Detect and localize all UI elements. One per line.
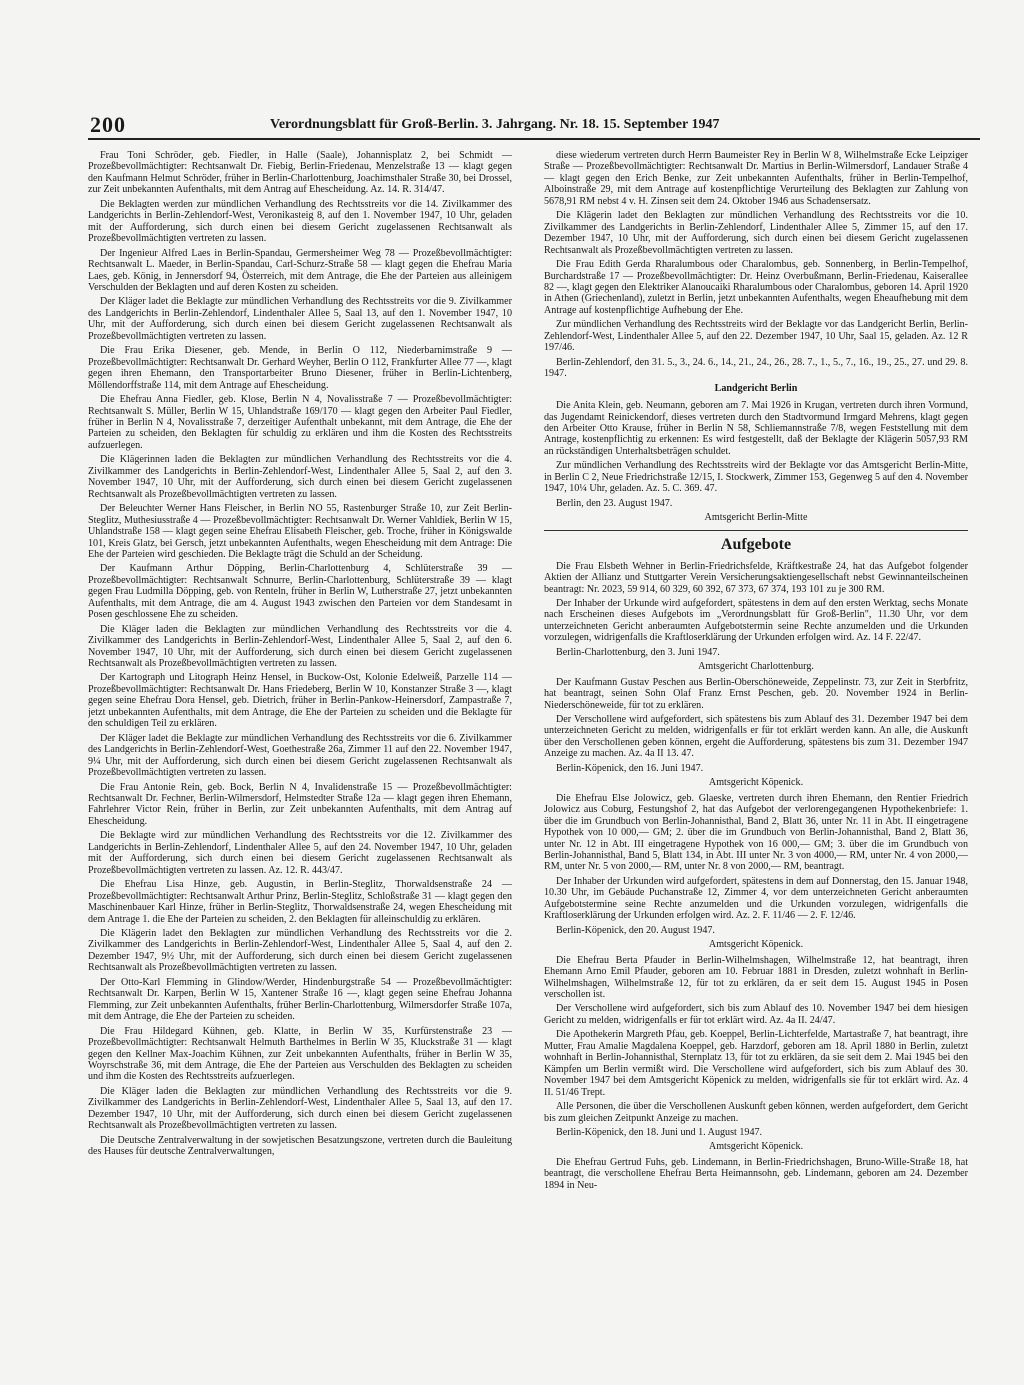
paragraph: Die Beklagten werden zur mündlichen Verhandlung des Rechtsstreits vor die 14. Zivilkammer des Landgerichts in Berlin-Zehlendorf-West, Veronikasteig 8, auf den 1. November 1947, 10 Uhr, geladen mit der Aufforderung, sich durch einen bei diesem Gericht zugelassenen Rechtsanwalt als Prozeßbevollmächtigten vertreten zu lassen. <box>88 198 512 245</box>
paragraph: Die Klägerin ladet den Beklagten zur mündlichen Verhandlung des Rechtsstreits vor die 2. Zivilkammer des Landgerichts in Berlin-Zehlendorf-West, Lindenthaler Allee 5, Saal 4, auf den 2. Dezember 1947, 9½ Uhr, mit der Aufforderung, sich durch einen bei diesem Gericht zugelassenen Rechtsanwalt als Prozeßbevollmächtigten vertreten zu lassen. <box>88 928 512 974</box>
paragraph: Die Frau Erika Diesener, geb. Mende, in Berlin O 112, Niederbarnimstraße 9 — Prozeßbevollmächtigter: Rechtsanwalt Dr. Gerhard Weyher, Berlin O 112, Frankfurter Allee 77 —, klagt gegen ihren Ehemann, den Transportarbeiter Bruno Diesener, früher in Berlin-Lichtenberg, Möllendorffstraße 114, mit dem Antrage auf Ehescheidung. <box>88 345 512 391</box>
place-date-line: Berlin-Charlottenburg, den 3. Juni 1947. <box>556 646 720 658</box>
paragraph: Der Kaufmann Arthur Döpping, Berlin-Charlottenburg 4, Schlüterstraße 39 — Prozeßbevollmächtigter: Rechtsanwalt Schnurre, Berlin-Charlottenburg, Schlüterstraße 39 — klagt gegen Frau Ludmilla Döpping, geb. von Renteln, früher in Berlin W, Lutherstraße 27, jetzt unbekannten Aufenthalts, mit dem Antrage, die am 4. August 1943 zwischen den Parteien vor dem Standesamt in Posen geschlossene Ehe zu scheiden. <box>88 563 512 621</box>
paragraph: Der Kläger ladet die Beklagte zur mündlichen Verhandlung des Rechtsstreits vor die 6. Zivilkammer des Landgerichts in Berlin-Zehlendorf-West, Goethestraße 26a, Zimmer 11 auf den 22. November 1947, 9¼ Uhr, mit der Aufforderung, sich durch einen bei diesem Gericht zugelassenen Rechtsanwalt als Prozeßbevollmächtigten vertreten zu lassen. <box>88 732 512 779</box>
paragraph: Die Kläger laden die Beklagten zur mündlichen Verhandlung des Rechtsstreits vor die 9. Zivilkammer des Landgerichts in Berlin-Zehlendorf-West, Lindenthaler Allee 5, Saal 13, auf den 17. Dezember 1947, 10 Uhr, mit der Aufforderung, sich durch einen bei diesem Gericht zugelassenen Rechtsanwalt als Prozeßbevollmächtigten vertreten zu lassen. <box>88 1085 512 1132</box>
paragraph: Die Frau Hildegard Kühnen, geb. Klatte, in Berlin W 35, Kurfürstenstraße 23 — Prozeßbevollmächtigter: Rechtsanwalt Helmuth Barthelmes in Berlin W 35, Kluckstraße 31 — klagt gegen den Kellner Max-Joachim Kühnen, zur Zeit unbekannten Aufenthalts, früher in Berlin W 35, Woyrschstraße 36, mit dem Antrage, die Ehe der Parteien aus Verschulden des Beklagten zu scheiden und ihm die Kosten des Rechtsstreits aufzuerlegen. <box>88 1025 512 1083</box>
paragraph: Die Ehefrau Lisa Hinze, geb. Augustin, in Berlin-Steglitz, Thorwaldsenstraße 24 — Prozeßbevollmächtigter: Rechtsanwalt Arthur Prinz, Berlin-Steglitz, Schloßstraße 31 — klagt gegen den Maschinenbauer Karl Hinze, früher in Berlin-Steglitz, Thorwaldsenstraße 24, wegen Ehescheidung mit dem Antrage 1. die Ehe der Parteien zu scheiden, 2. den Beklagten für alleinschuldig zu erklären. <box>88 879 512 925</box>
paragraph: Alle Personen, die über die Verschollenen Auskunft geben können, werden aufgefordert, dem Gericht bis zum gleichen Zeitpunkt Anzeige zu machen. <box>544 1101 968 1124</box>
paragraph: Die Frau Edith Gerda Rharalumbous oder Charalombus, geb. Sonnenberg, in Berlin-Tempelhof, Burchardstraße 17 — Prozeßbevollmächtigter: Dr. Heinz Overbußmann, Berlin-Friedenau, Kaiserallee 82 —, klagt gegen den Elektriker Alanoucaiki Rharalumbous oder Charalombus, geboren 14. April 1920 in Athen (Griechenland), zuletzt in Berlin, jetzt unbekannten Aufenthalts, wegen Eheaufhebung mit dem Antrage auf kostenpflichtige Aufhebung der Ehe. <box>544 259 968 316</box>
paragraph: Der Inhaber der Urkunden wird aufgefordert, spätestens in dem auf Donnerstag, den 15. Januar 1948, 10.30 Uhr, im Gebäude Puchanstraße 12, Zimmer 4, vor dem unterzeichneten Gericht anberaumten Aufgebotstermine seine Rechte anzumelden und die Urkunden vorzulegen, widrigenfalls die Kraftloserklärung der Urkunden erfolgen wird. Az. 2. F. 11/46 — 2. F. 12/46. <box>544 875 968 922</box>
paragraph: Die Klägerin ladet den Beklagten zur mündlichen Verhandlung des Rechtsstreits vor die 10. Zivilkammer des Landgerichts in Berlin-Zehlendorf, Lindenthaler Allee 5, Zimmer 15, auf den 17. Dezember 1947, 10 Uhr, mit der Aufforderung, sich durch einen bei diesem Gericht zugelassenen Rechtsanwalt als Prozeßbevollmächtigten vertreten zu lassen. <box>544 210 968 256</box>
page-header <box>88 112 980 140</box>
paragraph: Die Deutsche Zentralverwaltung in der sowjetischen Besatzungszone, vertreten durch die Bauleitung des Hauses für deutsche Zentralverwaltungen, <box>88 1134 512 1158</box>
paragraph: Zur mündlichen Verhandlung des Rechtsstreits wird der Beklagte vor das Amtsgericht Berlin-Mitte, in Berlin C 2, Neue Friedrichstraße 12/15, I. Stockwerk, Zimmer 153, Gegenweg 5 auf den 4. November 1947, 10¼ Uhr, geladen. Az. 5. C. 369. 47. <box>544 460 968 495</box>
court-signature: Amtsgericht Berlin-Mitte <box>704 512 808 524</box>
section-heading: Aufgebote <box>544 530 968 555</box>
paragraph: Der Kaufmann Gustav Peschen aus Berlin-Oberschöneweide, Zeppelinstr. 73, zur Zeit in Sterbfritz, hat beantragt, seinen Sohn Olaf Franz Ernst Peschen, geb. 20. November 1924 in Berlin-Niederschöneweide, für tot zu erklären. <box>544 676 968 711</box>
paragraph: Die Anita Klein, geb. Neumann, geboren am 7. Mai 1926 in Krugan, vertreten durch ihren Vormund, das Jugendamt Reinickendorf, dieses vertreten durch den Stadtvormund Irmgard Mehrens, klagt gegen den Arbeiter Otto Krause, früher in Berlin N 58, Schliemannstraße 7/8, wegen Feststellung mit dem Antrage, kostenpflichtig zu erkennen: Es wird festgestellt, daß der Beklagte der Klägerin 5057,93 RM an rückständigen Unterhaltsbeträgen schuldet. <box>544 400 968 457</box>
paragraph: Der Verschollene wird aufgefordert, sich spätestens bis zum Ablauf des 31. Dezember 1947 bei dem unterzeichneten Gericht zu melden, widrigenfalls er für tot erklärt werden kann. An alle, die Auskunft über den Verschollenen geben können, ergeht die Aufforderung, spätestens bis zum 31. Dezember 1947 Anzeige zu machen. Az. 4a II 13. 47. <box>544 714 968 760</box>
place-date-line: Berlin-Zehlendorf, den 31. 5., 3., 24. 6., 14., 21., 24., 26., 28. 7., 1., 5., 7., 16., 19., 25., 27. und 29. 8. 1947. <box>544 356 968 380</box>
running-title: Verordnungsblatt für Groß-Berlin. 3. Jahrgang. Nr. 18. 15. September 1947 <box>270 117 720 132</box>
paragraph: diese wiederum vertreten durch Herrn Baumeister Rey in Berlin W 8, Wilhelmstraße Ecke Leipziger Straße — Prozeßbevollmächtigter: Rechtsanwalt Dr. Martius in Berlin-Wilmersdorf, Landauer Straße 4 — klagt gegen den Erich Benke, zur Zeit unbekannten Aufenthalts, früher in Berlin-Tempelhof, Alboinstraße 29, mit dem Antrage auf kostenpflichtige Verurteilung des Beklagten zur Zahlung von 5678,91 RM nebst 4 v. H. Zinsen seit dem 24. Oktober 1946 aus Schadensersatz. <box>544 150 968 207</box>
court-signature: Amtsgericht Charlottenburg. <box>698 661 814 673</box>
paragraph: Die Apothekerin Margreth Pfau, geb. Koeppel, Berlin-Lichterfelde, Martastraße 7, hat beantragt, ihre Mutter, Frau Amalie Magdalena Koeppel, geb. Harzdorf, geboren am 18. April 1880 in Berlin, zuletzt wohnhaft in Berlin-Johannisthal, Sternplatz 13, für tot zu erklären, da sie seit dem 2. Mai 1945 bei den Kämpfen um Berlin vermißt wird. Die Verschollene wird aufgefordert, sich bis zum Ablauf des 30. November 1947 bei dem Amtsgericht Köpenick zu melden, widrigenfalls sie für tot erklärt wird. Az. 4 II. 51/46 Trept. <box>544 1029 968 1098</box>
paragraph: Die Frau Antonie Rein, geb. Bock, Berlin N 4, Invalidenstraße 15 — Prozeßbevollmächtigter: Rechtsanwalt Dr. Fechner, Berlin-Wilmersdorf, Helmstedter Straße 12a — klagt gegen ihren Ehemann, Fahrlehrer Victor Rein, früher in Berlin, zur Zeit unbekannten Aufenthalts, mit dem Antrag auf Ehescheidung. <box>88 781 512 827</box>
place-date-line: Berlin-Köpenick, den 18. Juni und 1. August 1947. <box>556 1126 763 1138</box>
paragraph: Der Inhaber der Urkunde wird aufgefordert, spätestens in dem auf den ersten Werktag, sechs Monate nach Erscheinen dieses Aufgebots im „Verordnungsblatt für Groß-Berlin", 11.30 Uhr, vor dem unterzeichneten Gericht anberaumten Aufgebotstermin seine Rechte anzumelden und die Urkunden vorzulegen, widrigenfalls die Kraftloserklärung der Urkunden erfolgen wird. Az. 14 F. 22/47. <box>544 597 968 644</box>
paragraph: Die Ehefrau Else Jolowicz, geb. Glaeske, vertreten durch ihren Ehemann, den Rentier Friedrich Jolowicz aus Coburg, Festungshof 2, hat das Aufgebot der verlorengegangenen Hypothekenbriefe: 1. über die im Grundbuch von Berlin-Johannisthal, Band 2, Blatt 36, unter Nr. 11 in Abt. II eingetragene Hypothek von 10 000,— GM; 2. über die im Grundbuch von Berlin-Johannisthal, Band 2, Blatt 36, unter Nr. 12 in Abt. III eingetragene Hypothek von 16 000,— GM; 3. über die im Grundbuch von Berlin-Johannisthal, Band 5, Blatt 134, in Abt. III unter Nr. 3 von 4000,— RM, unter Nr. 4 von 2000,— RM, unter Nr. 5 von 2000,— RM, unter Nr. 8 von 2000,— RM, beantragt. <box>544 792 968 873</box>
paragraph: Die Ehefrau Gertrud Fuhs, geb. Lindemann, in Berlin-Friedrichshagen, Bruno-Wille-Straße 18, hat beantragt, die verschollene Ehefrau Berta Heimannsohn, geb. Lindemann, geboren am 24. Dezember 1894 in Neu- <box>544 1156 968 1191</box>
paragraph: Der Otto-Karl Flemming in Glindow/Werder, Hindenburgstraße 54 — Prozeßbevollmächtigter: Rechtsanwalt Dr. Karpen, Berlin W 15, Xantener Straße 16 —, klagt gegen seine Ehefrau Johanna Flemming, zur Zeit unbekannten Aufenthalts, früher Berlin-Charlottenburg, Wilmersdorfer Straße 107a, mit dem Antrage, die Ehe der Parteien zu scheiden. <box>88 976 512 1023</box>
paragraph: Frau Toni Schröder, geb. Fiedler, in Halle (Saale), Johannisplatz 2, bei Schmidt — Prozeßbevollmächtigter: Rechtsanwalt Dr. Fiebig, Berlin-Friedenau, Menzelstraße 13 — klagt gegen den Kaufmann Helmut Schröder, früher in Berlin-Charlottenburg, Joachimsthaler Straße 30, bei Drossel, zur Zeit unbekannten Aufenthalts, mit dem Antrag auf Ehescheidung. Az. 14. R. 314/47. <box>88 150 512 196</box>
paragraph: Zur mündlichen Verhandlung des Rechtsstreits wird der Beklagte vor das Landgericht Berlin, Berlin-Zehlendorf-West, Lindenthaler Allee 5, auf den 22. Dezember 1947, 10 Uhr, Saal 15, geladen. Az. 12 R 197/46. <box>544 319 968 354</box>
paragraph: Die Ehefrau Anna Fiedler, geb. Klose, Berlin N 4, Novalisstraße 7 — Prozeßbevollmächtigter: Rechtsanwalt S. Müller, Berlin W 15, Uhlandstraße 169/170 — klagt gegen den Arbeiter Paul Fiedler, früher in Berlin N 4, Novalisstraße 7, derzeitiger Aufenthalt unbekannt, mit dem Antrage, die Ehe der Parteien zu scheiden, den Beklagten für schuldig zu erklären und ihm die Kosten des Rechtsstreits aufzuerlegen. <box>88 394 512 451</box>
paragraph: Der Beleuchter Werner Hans Fleischer, in Berlin NO 55, Rastenburger Straße 10, zur Zeit Berlin-Steglitz, Muthesiusstraße 4 — Prozeßbevollmächtigter: Rechtsanwalt Dr. Werner Vahldiek, Berlin W 15, Uhlandstraße 158 — klagt gegen seine Ehefrau Elisabeth Fleischer, geb. Troche, früher in Königswalde 101, Kreis Glatz, bei Gersch, jetzt unbekannten Aufenthalts, wegen Ehescheidung mit dem Antrage: Die Ehe der Parteien wird geschieden. Die Beklagte trägt die Schuld an der Scheidung. <box>88 503 512 560</box>
place-date-line: Berlin-Köpenick, den 16. Juni 1947. <box>556 762 704 774</box>
place-date-line: Berlin, den 23. August 1947. <box>556 497 673 509</box>
place-date-line: Berlin-Köpenick, den 20. August 1947. <box>556 924 715 936</box>
paragraph: Der Kläger ladet die Beklagte zur mündlichen Verhandlung des Rechtsstreits vor die 9. Zivilkammer des Landgerichts in Berlin-Zehlendorf, Lindenthaler Allee 5, Saal 13, auf den 1. November 1947, 10 Uhr, mit der Aufforderung, sich durch einen bei diesem Gericht zugelassenen Rechtsanwalt als Prozeßbevollmächtigten vertreten zu lassen. <box>88 296 512 342</box>
page-number: 200 <box>90 112 126 137</box>
court-signature: Amtsgericht Köpenick. <box>708 1141 804 1153</box>
paragraph: Die Beklagte wird zur mündlichen Verhandlung des Rechtsstreits vor die 12. Zivilkammer des Landgerichts in Berlin-Zehlendorf, Lindenthaler Allee 5, auf den 24. November 1947, 10 Uhr, geladen mit der Aufforderung, sich durch einen bei diesem Gericht zugelassenen Rechtsanwalt als Prozeßbevollmächtigten vertreten zu lassen. Az. 12. R. 443/47. <box>88 830 512 876</box>
paragraph: Die Ehefrau Berta Pfauder in Berlin-Wilhelmshagen, Wilhelmstraße 12, hat beantragt, ihren Ehemann Arno Emil Pfauder, geboren am 10. Februar 1881 in Dresden, zuletzt wohnhaft in Berlin-Wilhelmshagen, Wilhelmstraße 12, für tot zu erklären, da er seit dem 15. August 1945 in Posen verschollen ist. <box>544 954 968 1000</box>
court-signature: Amtsgericht Köpenick. <box>708 777 804 789</box>
court-signature: Amtsgericht Köpenick. <box>708 939 804 951</box>
court-signature: Landgericht Berlin <box>714 382 798 394</box>
paragraph: Der Ingenieur Alfred Laes in Berlin-Spandau, Germersheimer Weg 78 — Prozeßbevollmächtigter: Rechtsanwalt L. Maeder, in Berlin-Spandau, Carl-Schurz-Straße 58 — klagt gegen die Ehefrau Maria Laes, geb. König, in Jennersdorf 94, Österreich, mit dem Antrage, die Ehe der Parteien aus alleinigem Verschulden der Beklagten und auf deren Kosten zu scheiden. <box>88 247 512 293</box>
paragraph: Die Frau Elsbeth Wehner in Berlin-Friedrichsfelde, Kräftkestraße 24, hat das Aufgebot folgender Aktien der Allianz und Stuttgarter Verein Versicherungsaktiengesellschaft nebst Gewinnanteilscheinen beantragt: Nr. 2023, 59 914, 60 329, 60 392, 67 373, 67 374, 193 101 zu je 300 RM. <box>544 560 968 595</box>
paragraph: Der Kartograph und Litograph Heinz Hensel, in Buckow-Ost, Kolonie Edelweiß, Parzelle 114 — Prozeßbevollmächtigter: Rechtsanwalt Dr. Hans Friedeberg, Berlin W 10, Konstanzer Straße 3 —, klagt gegen seine Ehefrau Dora Hensel, geb. Dietrich, früher in Berlin-Pankow-Heinersdorf, Zampastraße 7, jetzt unbekannten Aufenthalts, mit dem Antrage, die Ehe der Parteien zu scheiden und die Beklagte für den schuldigen Teil zu erklären. <box>88 672 512 730</box>
right-column <box>544 150 968 1375</box>
paragraph: Die Kläger laden die Beklagten zur mündlichen Verhandlung des Rechtsstreits vor die 4. Zivilkammer des Landgerichts in Berlin-Zehlendorf-West, Lindenthaler Allee 5, Saal 2, auf den 6. November 1947, 10 Uhr, mit der Aufforderung, sich durch einen bei diesem Gericht zugelassenen Rechtsanwalt als Prozeßbevollmächtigten vertreten zu lassen. <box>88 623 512 670</box>
left-column <box>88 150 512 1375</box>
paragraph: Die Klägerinnen laden die Beklagten zur mündlichen Verhandlung des Rechtsstreits vor die 4. Zivilkammer des Landgerichts in Berlin-Zehlendorf-West, Lindenthaler Allee 5, Saal 2, auf den 3. November 1947, 10 Uhr, mit der Aufforderung, sich durch einen bei diesem Gericht zugelassenen Rechtsanwalt als Prozeßbevollmächtigten vertreten zu lassen. <box>88 454 512 500</box>
paragraph: Der Verschollene wird aufgefordert, sich bis zum Ablauf des 10. November 1947 bei dem hiesigen Gericht zu melden, widrigenfalls er für tot erklärt wird. Az. 4a II. 24/47. <box>544 1003 968 1026</box>
